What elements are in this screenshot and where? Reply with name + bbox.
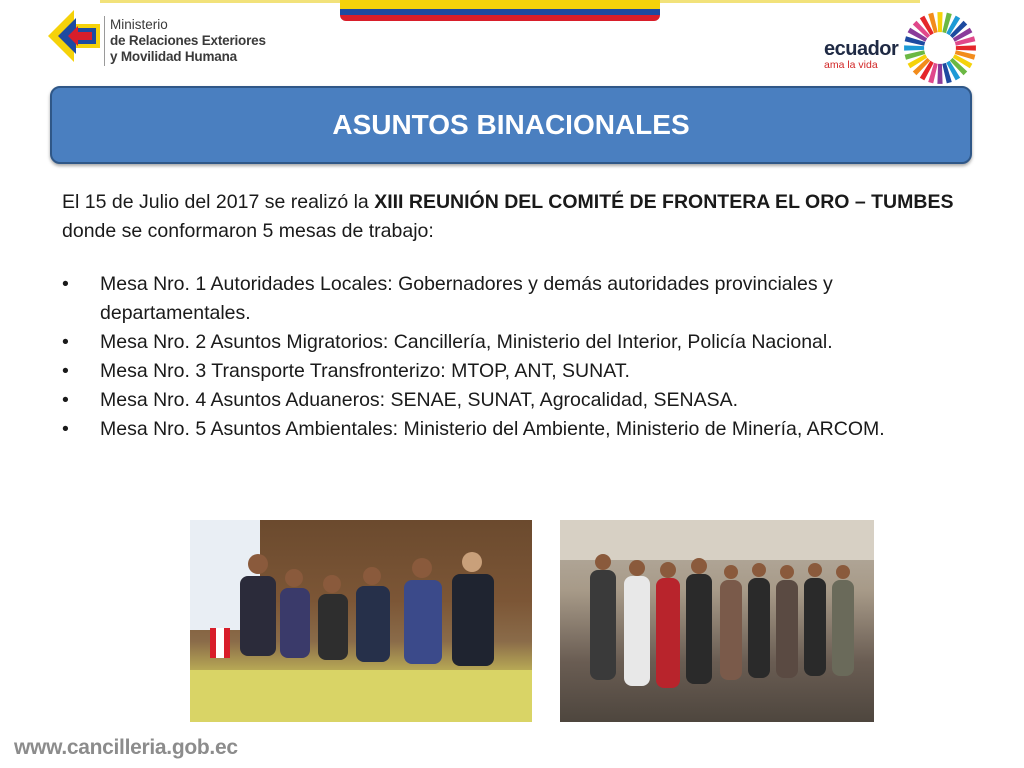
ministry-arrow-icon <box>44 6 108 68</box>
ministry-line-2: de Relaciones Exteriores <box>110 33 266 48</box>
footer-url: www.cancilleria.gob.ec <box>14 736 238 759</box>
intro-paragraph <box>62 188 972 246</box>
bullet-item: • Mesa Nro. 4 Asuntos Aduaneros: SENAE, SUNAT, Agrocalidad, SENASA. <box>62 386 972 415</box>
bullet-item: • Mesa Nro. 2 Asuntos Migratorios: Cancillería, Ministerio del Interior, Policía Nacional. <box>62 328 972 357</box>
bullet-item: • Mesa Nro. 3 Transporte Transfronterizo: MTOP, ANT, SUNAT. <box>62 357 972 386</box>
ministry-name <box>110 17 266 65</box>
ministry-line-3: y Movilidad Humana <box>110 49 237 64</box>
page-title: ASUNTOS BINACIONALES <box>332 109 690 140</box>
meeting-photo <box>190 520 532 722</box>
bullet-item: • Mesa Nro. 5 Asuntos Ambientales: Ministerio del Ambiente, Ministerio de Minería, ARCOM. <box>62 415 972 444</box>
brand-tagline: ama la vida <box>824 59 878 71</box>
bullet-item: • Mesa Nro. 1 Autoridades Locales: Gobernadores y demás autoridades provinciales y departamentales. <box>62 270 972 328</box>
ceremony-photo <box>560 520 874 722</box>
slide-content <box>62 188 972 444</box>
ecuador-sun-logo-icon <box>900 8 980 88</box>
flag-band <box>340 0 660 22</box>
brand-name: ecuador <box>824 38 899 60</box>
intro-bold-text: XIII REUNIÓN DEL COMITÉ DE FRONTERA EL ORO – TUMBES <box>374 191 954 213</box>
ecuador-brand <box>824 38 898 71</box>
intro-text-end: donde se conformaron 5 mesas de trabajo: <box>62 220 434 242</box>
intro-text: El 15 de Julio del 2017 se realizó la <box>62 191 375 213</box>
bullet-list <box>62 270 972 444</box>
ministry-line-1: Ministerio <box>110 17 168 32</box>
ministry-divider <box>104 16 105 66</box>
title-banner <box>50 86 972 164</box>
